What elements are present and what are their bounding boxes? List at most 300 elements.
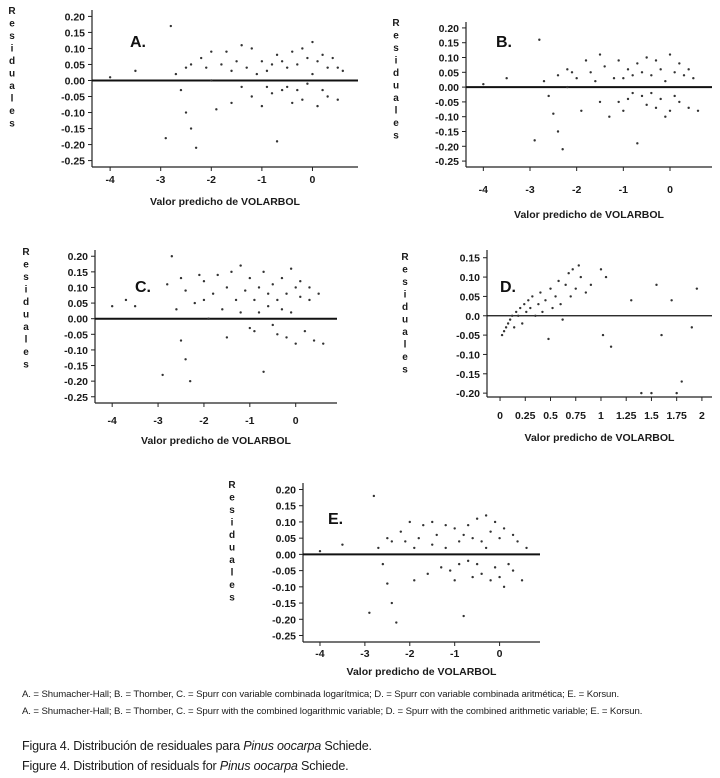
panel-a-point [296, 63, 298, 65]
panel-d-point [660, 334, 662, 336]
panel-d-point [513, 326, 515, 328]
panel-a-ylabel-letter: R [8, 6, 16, 17]
panel-c-point [290, 311, 292, 313]
panel-c-point [285, 336, 287, 338]
panel-e-ylabel-letter: s [229, 505, 235, 516]
panel-c-xtick-label: -4 [107, 415, 117, 427]
panel-d-point [681, 380, 683, 382]
panel-c-point [249, 277, 251, 279]
panel-c-point [175, 308, 177, 310]
panel-c-point [111, 305, 113, 307]
panel-c-point [272, 283, 274, 285]
panel-d-point [531, 295, 533, 297]
panel-d-point [557, 280, 559, 282]
panel-d-point [561, 318, 563, 320]
panel-e-point [341, 543, 343, 545]
panel-c-point [239, 311, 241, 313]
panel-d-point [549, 287, 551, 289]
panel-b-point [505, 77, 507, 79]
panel-c-ytick-label: 0.15 [67, 266, 88, 279]
panel-b-point [655, 107, 657, 109]
panel-c-point [125, 299, 127, 301]
panel-e-point [391, 602, 393, 604]
panel-d-point [691, 326, 693, 328]
panel-a-point [311, 41, 313, 43]
panel-e-ytick-label: -0.05 [272, 565, 296, 578]
panel-c-point [295, 342, 297, 344]
panel-a-point [170, 25, 172, 27]
panel-a-point [321, 54, 323, 56]
panel-b-point [566, 68, 568, 70]
panel-c-point [194, 302, 196, 304]
panel-b-point [650, 74, 652, 76]
panel-e-point [458, 540, 460, 542]
panel-d-point [503, 330, 505, 332]
panel-b-point [608, 115, 610, 117]
panel-a-point [165, 137, 167, 139]
panel-d-ylabel-letter: l [403, 339, 407, 351]
panel-a-ylabel-letter: i [10, 43, 14, 55]
panel-e-point [476, 563, 478, 565]
panel-e-point [422, 524, 424, 526]
panel-b-point [669, 53, 671, 55]
panel-d-point [517, 315, 519, 317]
panel-b-ytick-label: -0.05 [435, 96, 459, 109]
panel-c-xtick-label: -3 [153, 415, 163, 427]
panel-e-xtick-label: -4 [315, 648, 325, 660]
panel-e-point [458, 563, 460, 565]
panel-e-point [507, 563, 509, 565]
panel-b-x-axis-title: Valor predicho de VOLARBOL [514, 209, 664, 221]
panel-e-point [400, 530, 402, 532]
panel-d-ytick-label: -0.15 [456, 368, 480, 381]
panel-e-point [404, 540, 406, 542]
panel-a-point [220, 63, 222, 65]
panel-b-ytick-label: -0.25 [435, 156, 459, 169]
panel-e-point [445, 524, 447, 526]
panel-e-xtick-label: -3 [360, 648, 370, 660]
panel-a-ytick-label: -0.15 [61, 123, 85, 136]
panel-b-panel-label: B. [496, 34, 512, 51]
panel-e-xtick-label: 0 [496, 648, 503, 660]
panel-b-ylabel-letter: s [393, 130, 399, 142]
panel-d-point [567, 272, 569, 274]
panel-c-point [226, 336, 228, 338]
panel-c-x-axis-title: Valor predicho de VOLARBOL [141, 435, 291, 447]
panel-b-point [589, 71, 591, 73]
panel-b-xtick-label: -1 [618, 184, 629, 196]
panel-c-point [235, 299, 237, 301]
panel-b-point [692, 77, 694, 79]
panel-d-xtick-label: 0 [497, 410, 503, 422]
panel-e-ytick-label: 0.00 [275, 549, 296, 562]
panel-b-ytick-label: 0.05 [438, 67, 459, 80]
panel-b-xtick-label: -3 [525, 184, 535, 196]
panel-d-ytick-label: -0.10 [456, 349, 480, 362]
panel-a-point [326, 95, 328, 97]
panel-b-point [538, 39, 540, 41]
panel-d-point [547, 338, 549, 340]
panel-d-x-axis-title: Valor predicho de VOLARBOL [524, 432, 675, 444]
panel-e-ylabel-letter: d [228, 530, 236, 541]
panel-d-point [521, 322, 523, 324]
panel-b-ylabel-letter: i [394, 55, 398, 67]
panel-b-point [599, 53, 601, 55]
panel-a-point [251, 95, 253, 97]
panel-d-point [534, 315, 536, 317]
panel-b-point [613, 77, 615, 79]
panel-d-xtick-label: 0.75 [565, 410, 586, 422]
panel-a-point [301, 47, 303, 49]
panel-a-point [225, 50, 227, 52]
panel-c-point [253, 299, 255, 301]
panel-d-point [696, 287, 698, 289]
panel-c-point [171, 255, 173, 257]
panel-c-ylabel-letter: e [23, 259, 29, 271]
panel-e-ytick-label: -0.25 [272, 630, 296, 643]
caption-title-es-species: Pinus oocarpa [243, 739, 322, 753]
panel-d-ytick-label: 0.10 [459, 272, 480, 285]
panel-a-point [261, 105, 263, 107]
panel-c-point [249, 327, 251, 329]
panel-e-ylabel-letter: e [229, 492, 235, 504]
panel-d-point [564, 284, 566, 286]
panel-c-point [267, 305, 269, 307]
panel-a-ylabel-letter: l [10, 93, 14, 105]
panel-e-point [409, 521, 411, 523]
panel-d-point [525, 311, 527, 313]
panel-c-point [184, 358, 186, 360]
panel-b-point [627, 68, 629, 70]
panel-e-point [413, 547, 415, 549]
panel-b-point [482, 83, 484, 85]
panel-b-ylabel-letter: a [393, 93, 399, 104]
panel-a-xtick-label: -1 [257, 174, 267, 186]
panel-e-point [525, 547, 527, 549]
panel-a-point [261, 60, 263, 62]
panel-c-ylabel-letter: s [23, 272, 29, 283]
panel-d-ytick-label: 0.15 [459, 252, 480, 265]
panel-e-point [471, 576, 473, 578]
panel-a-ylabel-letter: s [9, 118, 15, 130]
panel-b-point [645, 104, 647, 106]
panel-c-point [313, 339, 315, 341]
panel-d-point [554, 295, 556, 297]
panel-a-point [306, 82, 308, 84]
panel-e-point [503, 527, 505, 529]
panel-c-ylabel-letter: a [23, 322, 29, 333]
panel-a-point [235, 60, 237, 62]
panel-c-point [272, 324, 274, 326]
panel-e-point [471, 537, 473, 539]
panel-e-point [485, 547, 487, 549]
panel-a-xtick-label: 0 [309, 174, 316, 186]
panel-c-point [239, 264, 241, 266]
panel-a-point [185, 111, 187, 113]
panel-c-point [317, 293, 319, 295]
panel-e-ylabel-letter: R [228, 480, 236, 491]
panel-b-point [552, 113, 554, 115]
panel-a-xtick-label: -2 [206, 174, 216, 186]
panel-b-point [664, 80, 666, 82]
panel-e-ytick-label: 0.20 [275, 484, 296, 497]
panel-c-ylabel-letter: u [22, 309, 30, 321]
caption-title-en-text: Figure 4. Distribution of residuals for [22, 759, 220, 773]
panel-c-ytick-label: -0.05 [64, 329, 88, 342]
panel-c-ytick-label: 0.05 [67, 298, 88, 311]
panel-a-panel-label: A. [130, 34, 146, 51]
panel-c-point [198, 274, 200, 276]
panel-e-ytick-label: 0.05 [275, 533, 296, 546]
panel-c-point [304, 330, 306, 332]
panel-b-point [533, 139, 535, 141]
panel-c-point [226, 286, 228, 288]
panel-c-ylabel-letter: s [23, 359, 29, 371]
panel-c-point [258, 311, 260, 313]
panel-c-point [207, 317, 209, 319]
panel-a-point [180, 89, 182, 91]
panel-d-point [580, 276, 582, 278]
panel-e-ylabel-letter: i [230, 517, 234, 529]
panel-d-point [650, 392, 652, 394]
panel-b-ylabel-letter: R [392, 18, 400, 29]
panel-a-point [332, 57, 334, 59]
panel-d-point [605, 276, 607, 278]
panel-b-point [566, 86, 568, 88]
panel-c-point [295, 286, 297, 288]
panel-c-point [299, 280, 301, 282]
caption-legend-spanish: A. = Shumacher-Hall; B. = Thornber, C. = Spurr con variable combinada logarítmica; D. = Spurr con variable combinada aritmética; E. = Korsun. [22, 689, 620, 700]
panel-c-point [281, 277, 283, 279]
panel-b-ylabel-letter: e [393, 118, 399, 129]
panel-d-point [519, 307, 521, 309]
panel-e-point [494, 521, 496, 523]
panel-e-point [480, 540, 482, 542]
panel-d-point [529, 307, 531, 309]
panel-b-ytick-label: -0.10 [435, 111, 459, 124]
panel-e-xtick-label: -1 [450, 648, 460, 660]
panel-c-ytick-label: 0.10 [67, 282, 88, 295]
panel-a-point [109, 76, 111, 78]
panel-a-point [281, 60, 283, 62]
panel-a-ylabel-letter: d [8, 56, 16, 67]
panel-b-point [645, 56, 647, 58]
panel-b-ylabel-letter: l [394, 105, 398, 117]
panel-e-point [467, 524, 469, 526]
panel-b-point [571, 71, 573, 73]
panel-d-point [655, 284, 657, 286]
panel-a-point [246, 66, 248, 68]
panel-a-point [291, 50, 293, 52]
panel-c-point [290, 268, 292, 270]
panel-d-point [590, 284, 592, 286]
panel-a-point [291, 102, 293, 104]
panel-b-point [603, 65, 605, 67]
panel-a-ylabel-letter: s [9, 31, 15, 42]
panel-d-xtick-label: 1.25 [615, 410, 637, 422]
panel-c-ytick-label: 0.20 [67, 251, 88, 264]
panel-b-point [655, 59, 657, 61]
panel-d-ylabel-letter: u [401, 314, 409, 326]
panel-c-xtick-label: -1 [245, 415, 255, 427]
panel-c-point [212, 293, 214, 295]
caption-title-spanish [22, 739, 372, 753]
panel-b-point [673, 71, 675, 73]
panel-b-point [599, 101, 601, 103]
panel-b-point [650, 92, 652, 94]
panel-d-ylabel-letter: e [402, 264, 408, 276]
panel-b-point [641, 71, 643, 73]
panel-e-point [431, 543, 433, 545]
panel-d-point [610, 346, 612, 348]
panel-e-point [440, 566, 442, 568]
panel-e-x-axis-title: Valor predicho de VOLARBOL [346, 666, 497, 678]
panel-a-point [286, 66, 288, 68]
panel-b-point [627, 98, 629, 100]
panel-e-point [431, 521, 433, 523]
panel-c-point [276, 299, 278, 301]
panel-d-point [541, 311, 543, 313]
panel-c-ytick-label: -0.15 [64, 360, 88, 373]
panel-c-point [262, 371, 264, 373]
panel-c-ytick-label: -0.25 [64, 391, 88, 404]
panel-a-ytick-label: 0.20 [64, 11, 85, 24]
panel-c-point [253, 330, 255, 332]
panel-e-point [391, 540, 393, 542]
panel-b-point [697, 110, 699, 112]
panel-c-ytick-label: -0.20 [64, 376, 88, 389]
panel-b-ytick-label: 0.20 [438, 22, 459, 35]
panel-c-point [134, 305, 136, 307]
panel-e-point [489, 530, 491, 532]
panel-e-point [516, 540, 518, 542]
panel-c-point [308, 286, 310, 288]
panel-b-point [678, 62, 680, 64]
panel-e-point [485, 514, 487, 516]
panel-c-point [180, 339, 182, 341]
caption-title-es-suffix: Schiede. [321, 739, 372, 753]
panel-d-point [630, 299, 632, 301]
panel-c-point [299, 296, 301, 298]
panel-b-point [664, 115, 666, 117]
panel-e-point [503, 586, 505, 588]
panel-d-point [523, 303, 525, 305]
panel-a-point [240, 44, 242, 46]
panel-e-point [413, 579, 415, 581]
panel-b-point [659, 98, 661, 100]
panel-b-xtick-label: -4 [478, 184, 489, 196]
panel-e-point [462, 534, 464, 536]
caption-title-english [22, 759, 348, 773]
panel-b-ylabel-letter: e [393, 30, 399, 42]
panel-a-point [271, 92, 273, 94]
panel-e-ylabel-letter: e [229, 580, 235, 591]
panel-d-point [585, 291, 587, 293]
panel-a-point [205, 66, 207, 68]
panel-d-ytick-label: -0.05 [456, 330, 480, 343]
panel-b-point [617, 101, 619, 103]
panel-b-point [687, 68, 689, 70]
panel-a-point [230, 102, 232, 104]
panel-a-point [321, 89, 323, 91]
panel-b-point [622, 110, 624, 112]
panel-a-point [190, 63, 192, 65]
panel-c-point [285, 293, 287, 295]
panel-d-point [501, 334, 503, 336]
panel-a-ytick-label: -0.20 [61, 139, 85, 152]
panel-e-ytick-label: -0.10 [272, 581, 296, 594]
panel-b-xtick-label: 0 [667, 184, 673, 196]
panel-d-point [559, 303, 561, 305]
panel-a-point [175, 73, 177, 75]
panel-b-ylabel-letter: u [392, 80, 400, 92]
panel-a-point [185, 66, 187, 68]
panel-a-point [266, 70, 268, 72]
panel-c-point [221, 308, 223, 310]
panel-b-point [617, 59, 619, 61]
panel-d-xtick-label: 1.75 [666, 410, 687, 422]
panel-a-point [316, 105, 318, 107]
panel-d-point [670, 299, 672, 301]
panel-d-xtick-label: 1 [598, 410, 604, 422]
panel-d-ylabel-letter: s [402, 277, 408, 288]
panel-a-point [210, 79, 212, 81]
panel-d-point [527, 299, 529, 301]
panel-a-ylabel-letter: u [8, 68, 16, 80]
panel-d-point [602, 334, 604, 336]
panel-a-point [276, 54, 278, 56]
panel-b-point [561, 148, 563, 150]
panel-b-point [557, 130, 559, 132]
panel-d-point [515, 311, 517, 313]
panel-e-point [453, 579, 455, 581]
panel-c-point [244, 289, 246, 291]
panel-e-point [395, 621, 397, 623]
panel-b-point [543, 80, 545, 82]
panel-b-ylabel-letter: d [392, 68, 400, 79]
panel-d-point [600, 268, 602, 270]
panel-d-ylabel-letter: R [401, 252, 409, 263]
panel-b-point [557, 74, 559, 76]
panel-a-xtick-label: -3 [156, 174, 166, 186]
panel-d-point [551, 307, 553, 309]
panel-a-point [296, 89, 298, 91]
panel-e-point [382, 563, 384, 565]
panel-d-xtick-label: 1.5 [644, 410, 659, 422]
panel-e-point [386, 537, 388, 539]
panel-d-point [539, 291, 541, 293]
panel-e-point [489, 579, 491, 581]
panel-e-ytick-label: 0.15 [275, 500, 296, 513]
panel-c-point [180, 277, 182, 279]
panel-d-ylabel-letter: a [402, 327, 408, 338]
panel-a-ylabel-letter: e [9, 106, 15, 117]
panel-c-ytick-label: 0.00 [67, 313, 88, 326]
panel-e-ylabel-letter: a [229, 555, 235, 566]
panel-e-xtick-label: -2 [405, 648, 415, 660]
panel-b-point [636, 142, 638, 144]
panel-e-point [449, 569, 451, 571]
panel-a-point [286, 86, 288, 88]
panel-c-point [166, 283, 168, 285]
panel-e-point [467, 560, 469, 562]
panel-a-point [215, 108, 217, 110]
panel-e-point [445, 547, 447, 549]
panel-b-point [659, 68, 661, 70]
panel-e-point [368, 612, 370, 614]
panel-d-point [544, 299, 546, 301]
panel-e-point [319, 550, 321, 552]
